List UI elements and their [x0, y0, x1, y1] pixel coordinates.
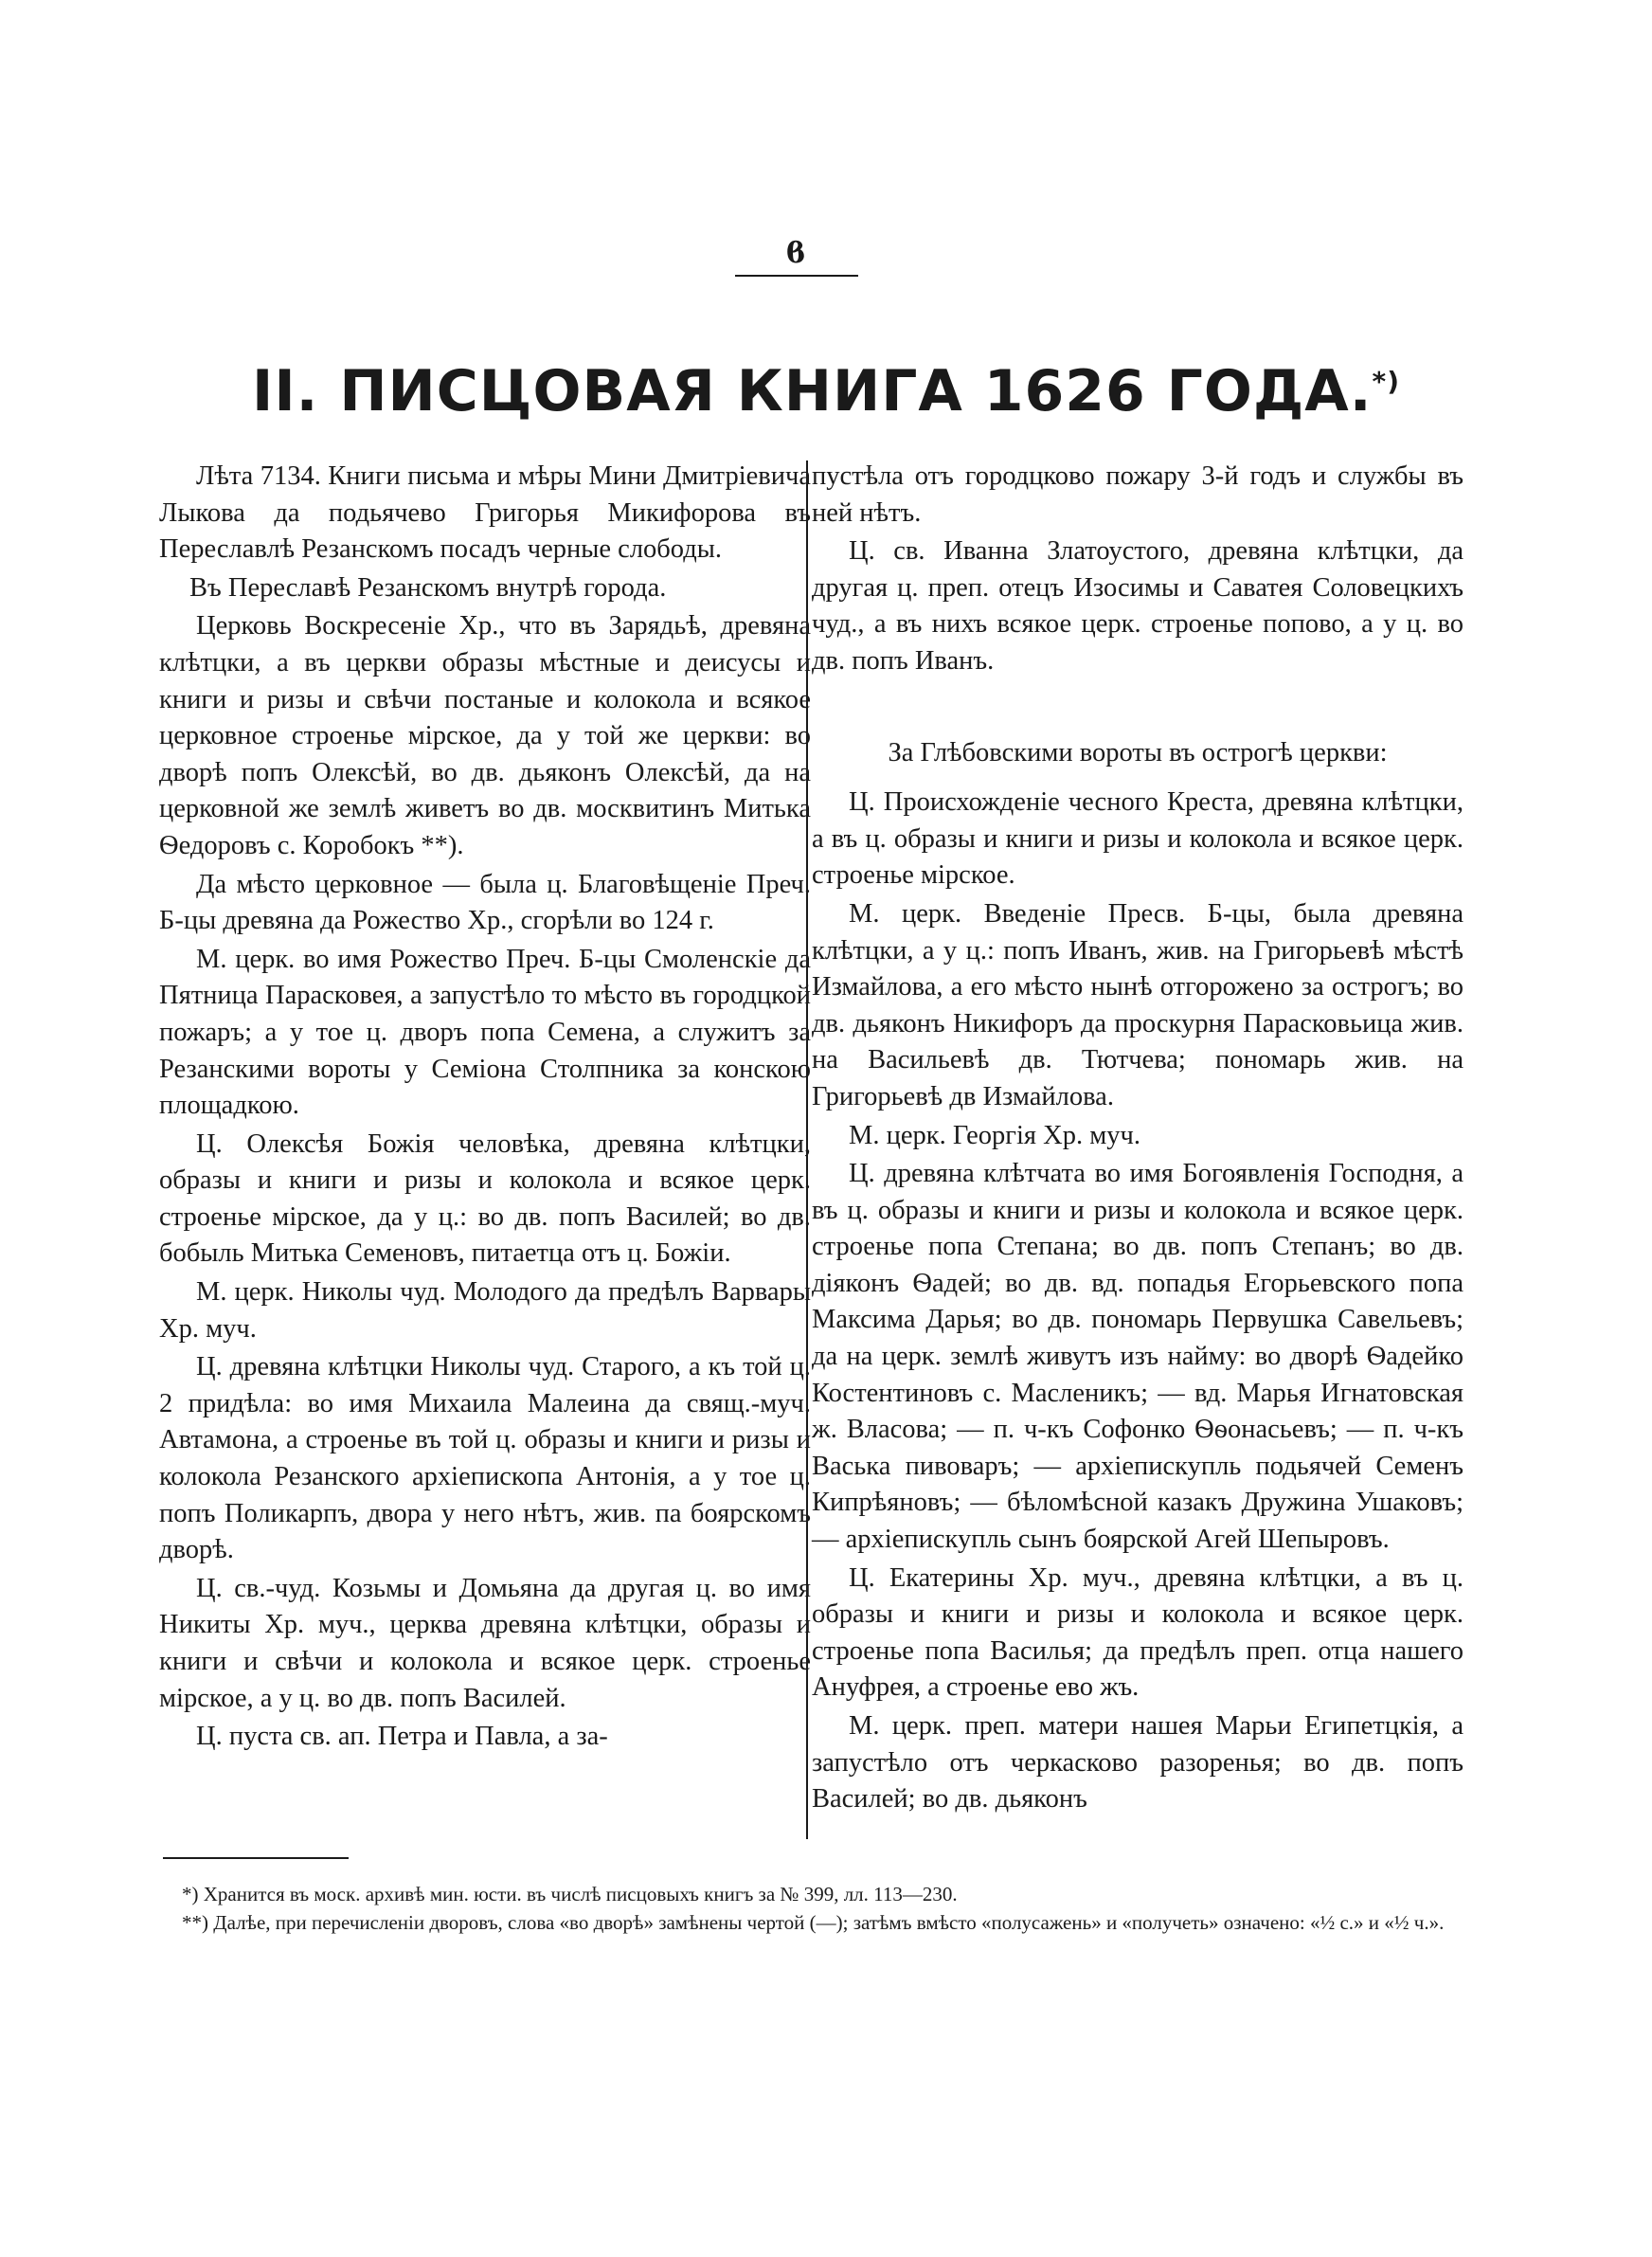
paragraph: Ц. св.-чуд. Козьмы и Домьяна да другая ц. во имя Никиты Хр. муч., церква древяна клѣтцки, образы и книги и свѣчи и колокола и всякое церк. строенье мірское, а у ц. во дв. попъ Василей. [159, 1573, 811, 1713]
paragraph: пустѣла отъ городцково пожару 3-й годъ и службы въ ней нѣтъ. [812, 461, 1463, 528]
paragraph: Ц. Екатерины Хр. муч., древяна клѣтцки, а въ ц. образы и книги и ризы и колокола и всякое церк. строенье попа Василья; да предѣлъ преп. отца нашего Ануфрея, а строенье ево жъ. [812, 1562, 1463, 1703]
footnotes [163, 1880, 1489, 1937]
footnote-rule [163, 1857, 349, 1859]
section-heading: За Глѣбовскими вороты въ острогѣ церкви: [888, 737, 1388, 767]
left-column [159, 459, 811, 1758]
paragraph: Ц. древяна клѣтчата во имя Богоявленія Господня, а въ ц. образы и книги и ризы и колокола и всякое церк. строенье попа Степана; во дв. попъ Степанъ; во дв. діяконъ Ѳадей; во дв. вд. попадья Егорьевского попа Максима Дарья; во дв. пономарь Первушка Савельевъ; да на церк. землѣ живутъ изъ найму: во дворѣ Ѳадейко Костентиновъ с. Масленикъ; — вд. Марья Игнатовская ж. Власова; — п. ч-къ Софонко Ѳѳонасьевъ; — п. ч-къ Васька пивоваръ; — архіепискупль подьячей Семенъ Кипрѣяновъ; — бѣломѣсной казакъ Дружина Ушаковъ; — архіепискупль сынъ боярской Агей Шепыровъ. [812, 1159, 1463, 1555]
right-column [812, 459, 1463, 1820]
column-divider [806, 460, 808, 1839]
paragraph: Да мѣсто церковное — была ц. Благовѣщеніе Преч. Б-цы древяна да Рожество Хр., сгорѣли во 124 г. [159, 869, 811, 936]
section-heading: Въ Переславѣ Резанскомъ внутрѣ города. [189, 572, 667, 603]
paragraph: Ц. пуста св. ап. Петра и Павла, а за- [196, 1722, 608, 1752]
paragraph: М. церк. Георгія Хр. муч. [849, 1120, 1140, 1150]
paragraph: М. церк. преп. матери нашея Марьи Египетцкія, а запустѣло отъ черкасково разоренья; во дв. попъ Василей; во дв. дьяконъ [812, 1711, 1463, 1815]
footnote: *) Хранится въ моск. архивѣ мин. юсти. въ числѣ писцовыхъ книгъ за № 399, лл. 113—230. [182, 1883, 958, 1905]
title-footnote-mark: *) [1372, 366, 1400, 397]
paragraph: Лѣта 7134. Книги письма и мѣры Мини Дмитріевича Лыкова да подьячево Григорья Микифорова въ Переславлѣ Резанскомъ посадъ черные слободы. [159, 461, 811, 565]
paragraph: М. церк. Введеніе Пресв. Б-цы, была древяна клѣтцки, а у ц.: попъ Иванъ, жив. на Григорьевѣ мѣстѣ Измайлова, а его мѣсто нынѣ отгорожено за острогъ; во дв. дьяконъ Никифоръ да проскурня Парасковьица жив. на Васильевѣ дв. Тютчева; пономарь жив. на Григорьевѣ дв Измайлова. [812, 898, 1463, 1111]
paragraph: М. церк. во имя Рожество Преч. Б-цы Смоленскіе да Пятница Парасковея, а запустѣло то мѣсто въ городцкой пожаръ; а у тое ц. дворъ попа Семена, а служитъ за Резанскими вороты у Семіона Столпника за конскою площадкою. [159, 944, 811, 1121]
paragraph: Церковь Воскресеніе Хр., что въ Зарядьѣ, древяна клѣтцки, а въ церкви образы мѣстные и деисусы и книги и ризы и свѣчи постаные и колокола и всякое церковное строенье мірское, да у той же церкви: во дворѣ попъ Олексѣй, во дв. дьяконъ Олексѣй, да на церковной же землѣ живетъ во дв. москвитинъ Митька Ѳедоровъ с. Коробокъ **). [159, 611, 811, 860]
chapter-title-text: II. ПИСЦОВАЯ КНИГА 1626 ГОДА. [252, 358, 1373, 424]
footnote: **) Далѣе, при перечисленіи дворовъ, слова «во дворѣ» замѣнены чертой (—); затѣмъ вмѣсто «полусажень» и «получеть» означено: «½ с.» и «½ ч.». [182, 1911, 1445, 1934]
paragraph: М. церк. Николы чуд. Молодого да предѣлъ Варвары Хр. муч. [159, 1277, 811, 1344]
paragraph: Ц. Происхожденіе чесного Креста, древяна клѣтцки, а въ ц. образы и книги и ризы и колокола и всякое церк. строенье мірское. [812, 787, 1463, 891]
paragraph: Ц. Олексѣя Божія человѣка, древяна клѣтцки, образы и книги и ризы и колокола и всякое церк. строенье мірское, да у ц.: во дв. попъ Василей; во дв. бобыль Митька Семеновъ, питаетца отъ ц. Божіи. [159, 1128, 811, 1269]
page-number-rule [735, 275, 858, 277]
paragraph: Ц. св. Иванна Златоустого, древяна клѣтцки, да другая ц. преп. отецъ Изосимы и Саватея Соловецкихъ чуд., а въ нихъ всякое церк. строенье попово, а у ц. во дв. попъ Иванъ. [812, 536, 1463, 676]
paragraph: Ц. древяна клѣтцки Николы чуд. Старого, а къ той ц. 2 придѣла: во имя Михаила Малеина да свящ.-муч. Автамона, а строенье въ той ц. образы и книги и ризы и колокола Резанского архіепископа Антонія, а у тое ц. попъ Поликарпъ, двора у него нѣтъ, жив. па боярскомъ дворѣ. [159, 1352, 811, 1565]
chapter-title [161, 358, 1491, 424]
page-number: ϐ [785, 237, 805, 270]
